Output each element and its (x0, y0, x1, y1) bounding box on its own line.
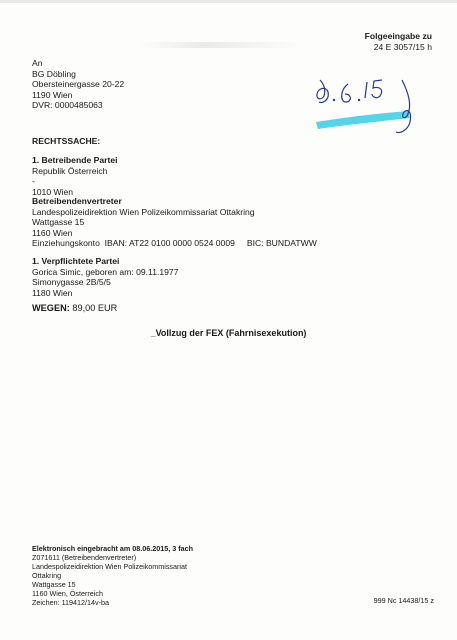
party-2-line: Simonygasse 2B/5/5 (32, 277, 111, 288)
reference-number: 24 E 3057/15 h (373, 41, 432, 52)
representative-heading: Betreibendenvertreter (32, 196, 122, 206)
faint-scan-mark (140, 42, 300, 48)
party-1-heading: 1. Betreibende Partei (32, 155, 118, 165)
party-2-block (32, 256, 179, 298)
footer-line: Zeichen: 119412/14v-ba (32, 598, 109, 607)
dot-stroke (358, 99, 360, 101)
dot-stroke (333, 99, 335, 101)
subject-sub: (Fahrnisexekution) (225, 328, 307, 338)
submission-footer (32, 544, 193, 607)
subject-line (0, 328, 457, 338)
representative-line: Wattgasse 15 (32, 217, 85, 228)
footer-line: Z071611 (Betreibendenvertreter) (32, 553, 137, 562)
digit-6-stroke (342, 84, 351, 102)
reference-block (365, 31, 432, 52)
reference-label: Folgeeingabe zu (364, 31, 432, 41)
signature-stroke (396, 80, 411, 133)
footer-line: Wattgasse 15 (32, 580, 76, 589)
footer-line: 1160 Wien, Österreich (32, 589, 103, 598)
footer-line: Ottakring (32, 571, 62, 580)
handwriting-svg (312, 78, 422, 138)
recipient-address (32, 58, 124, 111)
digit-8-stroke (317, 80, 328, 103)
representative-line: 1160 Wien (32, 227, 73, 238)
digit-1-stroke (365, 82, 367, 98)
representative-line: Landespolizeidirektion Wien Polizeikommissariat Ottakring (32, 206, 255, 217)
wegen-value: 89,00 EUR (72, 303, 118, 313)
party-1-block (32, 155, 118, 197)
handwritten-date-annotation (312, 78, 422, 143)
party-2-line: Gorica Simic, geboren am: 09.11.1977 (32, 266, 179, 277)
party-1-line: - (32, 176, 35, 187)
bank-account-line: Einziehungskonto IBAN: AT22 0100 0000 0524 0009 BIC: BUNDATWW (32, 238, 317, 249)
footer-line: Landespolizeidirektion Wien Polizeikommissariat (32, 562, 187, 571)
party-2-heading: 1. Verpflichtete Partei (32, 256, 120, 266)
claim-amount (32, 303, 117, 313)
scan-edge (0, 0, 457, 3)
case-title: RECHTSSACHE: (32, 136, 101, 146)
recipient-line: Obersteinergasse 20-22 (32, 79, 125, 90)
wegen-label: WEGEN: (32, 303, 70, 313)
highlighter-stroke (316, 111, 410, 129)
court-reference: 999 Nc 14438/15 z (373, 596, 434, 605)
party-1-line: 1010 Wien (32, 186, 74, 197)
party-1-line: Republik Österreich (32, 165, 108, 176)
party-2-line: 1180 Wien (32, 287, 73, 298)
recipient-line: 1190 Wien (32, 89, 73, 100)
digit-5-stroke (372, 80, 382, 98)
recipient-line: BG Döbling (32, 68, 76, 79)
recipient-line: An (32, 58, 43, 68)
representative-block (32, 196, 317, 249)
submission-heading: Elektronisch eingebracht am 08.06.2015, 3 fach (32, 544, 193, 553)
recipient-line: DVR: 0000485063 (32, 100, 103, 111)
subject-main: _Vollzug der FEX (150, 328, 224, 338)
